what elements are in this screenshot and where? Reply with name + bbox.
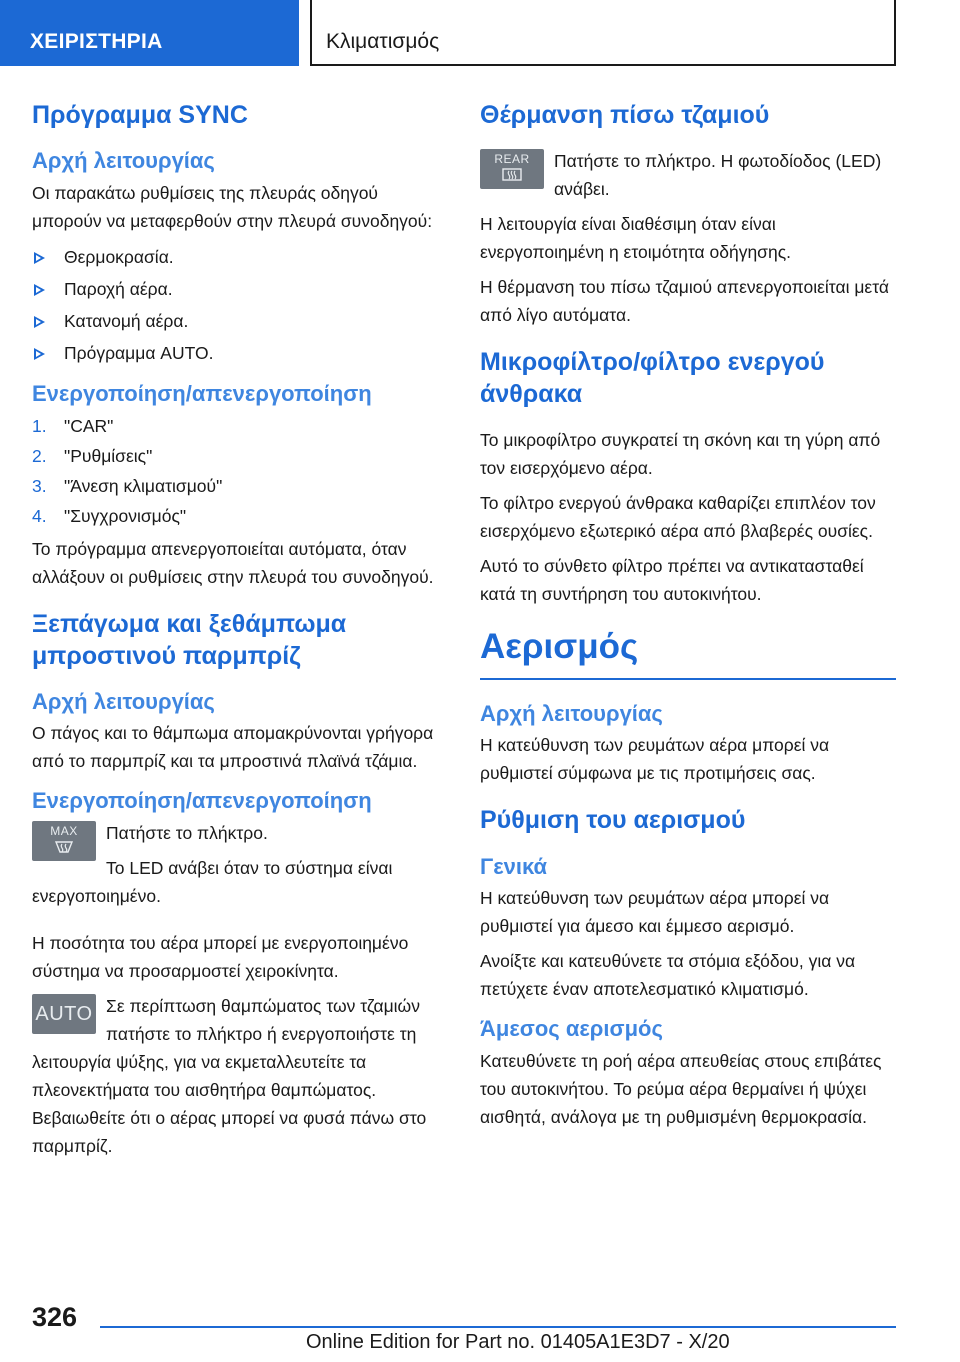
defrost-basic-title: Αρχή λειτουργίας [32, 688, 215, 714]
sync-note: Το πρόγραμμα απενεργοποιείται αυτόματα, όταν αλλάξουν οι ρυθμίσεις στην πλευρά του συνοδηγού. [32, 539, 434, 588]
general-text-1: Η κατεύθυνση των ρευμάτων αέρα μπορεί να ρυθμιστεί για άμεσο και έμμεσο αερισμό. [480, 888, 830, 936]
triangle-bullet-icon [34, 348, 45, 360]
rear-block [480, 147, 896, 210]
rear-avail-text: Η λειτουργία είναι διαθέσιμη όταν είναι ενεργοποιημένη η ετοιμότητα οδήγησης. [480, 214, 792, 263]
defrost-basic-text: Ο πάγος και το θάμπωμα απομακρύνονται γρήγορα από το παρμπρίζ και τα μπροστινά πλαϊνά τζάμια. [32, 723, 434, 772]
header-section-label: ΧΕΙΡΙΣΤΗΡΙΑ [30, 30, 163, 53]
page-number: 326 [32, 1302, 78, 1332]
direct-title: Άμεσος αερισμός [480, 1016, 663, 1041]
direct-text: Κατευθύνετε τη ροή αέρα απευθείας στους επιβάτες του αυτοκινήτου. Το ρεύμα αέρα θερμαίνει ή ψύχει αισθητά, ανάλογα με τη ρυθμισμένη θερμοκρασία. [480, 1050, 882, 1127]
general-text-2: Ανοίξτε και κατευθύνετε τα στόμια εξόδου, για να πετύχετε έναν αποτελεσματικό κλιματισμό. [480, 951, 856, 999]
general-title: Γενικά [480, 853, 548, 879]
vent-basic-text: Η κατεύθυνση των ρευμάτων αέρα μπορεί να ρυθμιστεί σύμφωνα με τις προτιμήσεις σας. [480, 735, 830, 784]
triangle-bullet-icon [34, 252, 45, 264]
sync-basic-title: Αρχή λειτουργίας [32, 148, 215, 174]
footer-edition: Online Edition for Part no. 01405A1E3D7 - X/20 [306, 1331, 730, 1353]
list-item: Κατανομή αέρα. [32, 306, 450, 336]
filter-text-2: Το φίλτρο ενεργού άνθρακα καθαρίζει επιπλέον τον εισερχόμενο εξωτερικό αέρα από βλαβερές ουσίες. [480, 492, 876, 541]
step-item: 1. "CAR" [32, 416, 114, 437]
sync-item-list [32, 242, 450, 368]
step-item: 2. "Ρυθμίσεις" [32, 446, 153, 467]
footer-divider [100, 1326, 896, 1328]
heat-waves-icon [502, 168, 522, 182]
vent-basic-title: Αρχή λειτουργίας [480, 700, 663, 726]
step-item: 3. "Άνεση κλιματισμού" [32, 476, 223, 497]
sync-title: Πρόγραμμα SYNC [32, 101, 248, 129]
left-column [32, 100, 450, 1167]
triangle-bullet-icon [34, 284, 45, 296]
right-column [480, 100, 896, 1138]
header-chapter-label: Κλιματισμός [326, 30, 440, 53]
rear-press-text: Πατήστε το πλήκτρο. Η φωτοδίοδος (LED) ανάβει. [554, 151, 882, 200]
heat-waves-icon [54, 840, 74, 854]
max-defrost-button-icon: MAX [32, 821, 96, 861]
rear-window-heating-button-icon: REAR [480, 149, 544, 189]
triangle-bullet-icon [34, 316, 45, 328]
filter-text-3: Αυτό το σύνθετο φίλτρο πρέπει να αντικατασταθεί κατά τη συντήρηση του αυτοκινήτου. [480, 555, 864, 604]
vent-title: Αερισμός [480, 626, 896, 680]
list-item: Θερμοκρασία. [32, 242, 450, 272]
max-defrost-block [32, 819, 450, 917]
defrost-onoff-title: Ενεργοποίηση/απενεργοποίηση [32, 788, 372, 814]
list-item: Πρόγραμμα AUTO. [32, 338, 450, 368]
defrost-led-text: Το LED ανάβει όταν το σύστημα είναι ενεργοποιημένο. [32, 857, 393, 906]
defrost-auto-text: Σε περίπτωση θαμπώματος των τζαμιών πατήστε το πλήκτρο ή ενεργοποιήστε τη λειτουργία ψύξης, για να εκμεταλλευτείτε τα πλεονεκτήματα του αισθητήρα θαμπώματος. Βεβαιωθείτε ότι ο αέρας μπορεί να φυσά πάνω στο παρμπρίζ. [32, 995, 427, 1156]
header-chapter-box [310, 0, 896, 66]
vent-adjust-title: Ρύθμιση του αερισμού [480, 806, 746, 835]
step-item: 4. "Συγχρονισμός" [32, 506, 187, 527]
sync-basic-text: Οι παρακάτω ρυθμίσεις της πλευράς οδηγού μπορούν να μεταφερθούν στην πλευρά συνοδηγού: [32, 182, 433, 231]
defrost-press-text: Πατήστε το πλήκτρο. [106, 822, 268, 843]
auto-block [32, 992, 450, 1167]
filter-title: Μικροφίλτρο/φίλτρο ενεργού άνθρακα [480, 348, 825, 408]
auto-button-icon: AUTO [32, 994, 96, 1034]
filter-text-1: Το μικροφίλτρο συγκρατεί τη σκόνη και τη γύρη από τον εισερχόμενο αέρα. [480, 429, 881, 478]
sync-onoff-title: Ενεργοποίηση/απενεργοποίηση [32, 380, 372, 406]
rear-title: Θέρμανση πίσω τζαμιού [480, 101, 770, 129]
header-section-tab [0, 0, 299, 66]
defrost-air-text: Η ποσότητα του αέρα μπορεί με ενεργοποιημένο σύστημα να προσαρμοστεί χειροκίνητα. [32, 932, 409, 981]
rear-off-text: Η θέρμανση του πίσω τζαμιού απενεργοποιείται μετά από λίγο αυτόματα. [480, 277, 889, 326]
defrost-title: Ξεπάγωμα και ξεθάμπωμα μπροστινού παρμπρίζ [32, 610, 347, 670]
list-item: Παροχή αέρα. [32, 274, 450, 304]
sync-step-list [32, 411, 450, 531]
